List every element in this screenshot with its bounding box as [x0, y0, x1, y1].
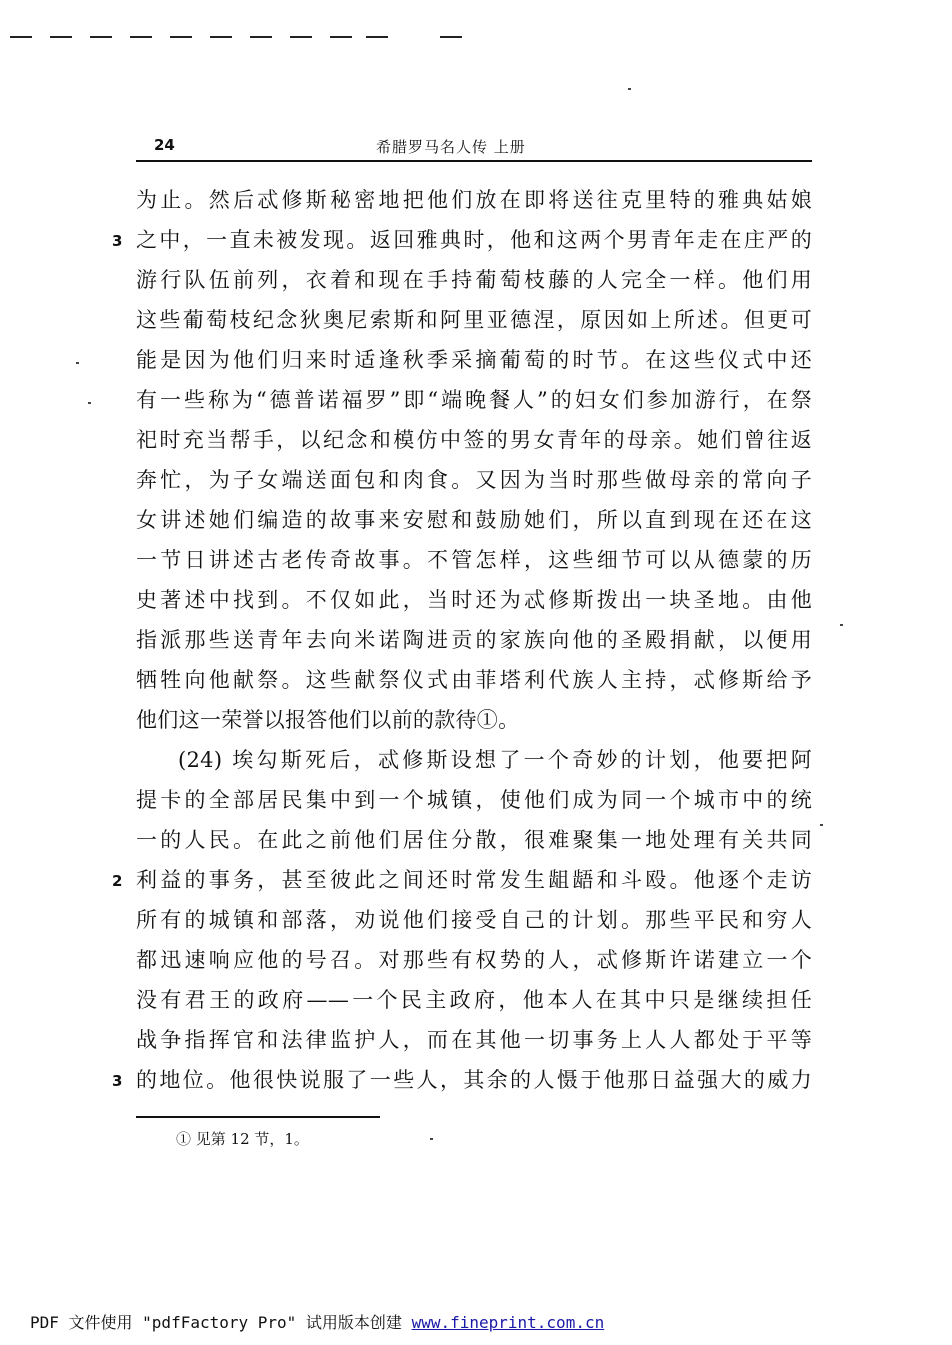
footnote: ① 见第 12 节，1。	[176, 1130, 309, 1148]
scan-speck	[88, 402, 91, 404]
scan-speck	[840, 624, 843, 626]
pdf-footer	[30, 1310, 604, 1333]
text-line: 这些葡萄枝纪念狄奥尼索斯和阿里亚德涅，原因如上所述。但更可	[136, 308, 812, 332]
scan-speck	[430, 1138, 433, 1140]
scan-speck	[628, 88, 631, 90]
text-line: 史著述中找到。不仅如此，当时还为忒修斯拨出一块圣地。由他	[136, 588, 812, 612]
text-line: 能是因为他们归来时适逢秋季采摘葡萄的时节。在这些仪式中还	[136, 348, 812, 372]
scan-dash-marks	[10, 36, 480, 40]
text-line: 女讲述她们编造的故事来安慰和鼓励她们，所以直到现在还在这	[136, 508, 812, 532]
fineprint-link[interactable]: www.fineprint.com.cn	[411, 1313, 605, 1332]
text-line: 游行队伍前列，衣着和现在手持葡萄枝藤的人完全一样。他们用	[136, 268, 812, 292]
text-line: 都迅速响应他的号召。对那些有权势的人，忒修斯许诺建立一个	[136, 948, 812, 972]
text-line: 指派那些送青年去向米诺陶进贡的家族向他的圣殿捐献，以便用	[136, 628, 812, 652]
text-line: 他们这一荣誉以报答他们以前的款待①。	[136, 708, 520, 732]
text-line: 战争指挥官和法律监护人，而在其他一切事务上人人都处于平等	[136, 1028, 812, 1052]
text-line: 有一些称为“德普诺福罗”即“端晚餐人”的妇女们参加游行，在祭	[136, 388, 812, 412]
text-line: 利益的事务，甚至彼此之间还时常发生龃龉和斗殴。他逐个走访	[136, 868, 812, 892]
text-line: 一节日讲述古老传奇故事。不管怎样，这些细节可以从德蒙的历	[136, 548, 812, 572]
text-line: 祀时充当帮手，以纪念和模仿中签的男女青年的母亲。她们曾往返	[136, 428, 812, 452]
pdf-footer-text: PDF 文件使用 "pdfFactory Pro" 试用版本创建	[30, 1313, 412, 1332]
scan-speck	[820, 824, 823, 826]
scan-speck	[76, 362, 79, 364]
margin-number: 3	[112, 232, 123, 250]
margin-number: 3	[112, 1072, 123, 1090]
text-line: 提卡的全部居民集中到一个城镇，使他们成为同一个城市中的统	[136, 788, 812, 812]
text-line: 所有的城镇和部落，劝说他们接受自己的计划。那些平民和穷人	[136, 908, 812, 932]
header-rule	[136, 160, 812, 162]
text-line: 为止。然后忒修斯秘密地把他们放在即将送往克里特的雅典姑娘	[136, 188, 812, 212]
text-line: 之中，一直未被发现。返回雅典时，他和这两个男青年走在庄严的	[136, 228, 812, 252]
text-line: 奔忙，为子女端送面包和肉食。又因为当时那些做母亲的常向子	[136, 468, 812, 492]
page-header	[136, 134, 812, 160]
running-title: 希腊罗马名人传 上册	[376, 138, 526, 156]
margin-number: 2	[112, 872, 123, 890]
footnote-rule	[136, 1116, 380, 1118]
text-line: (24) 埃勾斯死后，忒修斯设想了一个奇妙的计划，他要把阿	[178, 748, 812, 772]
page-number: 24	[154, 136, 175, 154]
text-line: 牺牲向他献祭。这些献祭仪式由菲塔利代族人主持，忒修斯给予	[136, 668, 812, 692]
text-line: 一的人民。在此之前他们居住分散，很难聚集一地处理有关共同	[136, 828, 812, 852]
text-line: 的地位。他很快说服了一些人，其余的人慑于他那日益强大的威力	[136, 1068, 812, 1092]
text-line: 没有君王的政府——一个民主政府，他本人在其中只是继续担任	[136, 988, 812, 1012]
body-text	[136, 180, 812, 1100]
